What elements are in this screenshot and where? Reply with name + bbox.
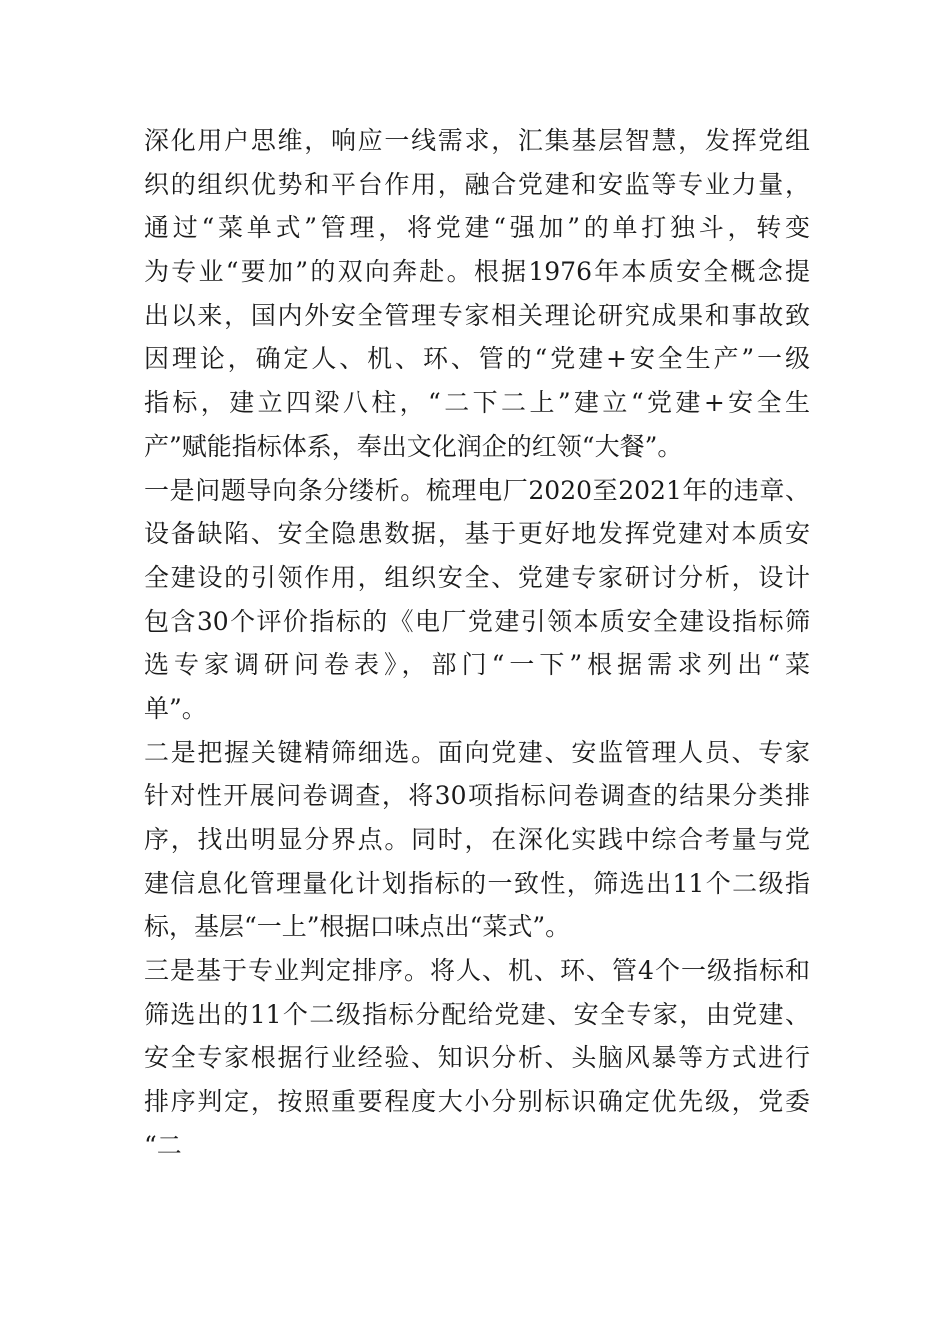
text-line: 安全专家根据行业经验、知识分析、头脑风暴等方式进行 [144, 1043, 810, 1073]
text-line: “二 [144, 1130, 182, 1160]
text-line: 织的组织优势和平台作用，融合党建和安监等专业力量， [144, 169, 810, 199]
text-line: 产”赋能指标体系，奉出文化润企的红领“大餐”。 [144, 431, 683, 461]
text-line: 序，找出明显分界点。同时，在深化实践中综合考量与党 [144, 825, 810, 854]
text-line: 建信息化管理量化计划指标的一致性，筛选出11个二级指 [144, 868, 810, 898]
text-line: 出以来，国内外安全管理专家相关理论研究成果和事故致 [144, 300, 810, 330]
text-line: 全建设的引领作用，组织安全、党建专家研讨分析，设计 [144, 562, 810, 592]
text-line: 针对性开展问卷调查，将30项指标问卷调查的结果分类排 [144, 781, 810, 811]
text-line: 指标，建立四梁八柱，“二下二上”建立“党建+安全生 [144, 388, 810, 418]
text-line: 设备缺陷、安全隐患数据，基于更好地发挥党建对本质安 [144, 519, 810, 549]
text-line: 排序判定，按照重要程度大小分别标识确定优先级，党委 [144, 1087, 810, 1117]
text-line: 包含30个评价指标的《电厂党建引领本质安全建设指标筛 [144, 606, 810, 636]
text-line: 二是把握关键精筛细选。面向党建、安监管理人员、专家 [144, 737, 810, 767]
text-line: 为专业“要加”的双向奔赴。根据1976年本质安全概念提 [144, 257, 810, 287]
body-text [144, 119, 810, 1168]
text-line: 单”。 [144, 693, 207, 723]
text-line: 筛选出的11个二级指标分配给党建、安全专家，由党建、 [144, 999, 810, 1029]
text-line: 标，基层“一上”根据口味点出“菜式”。 [144, 912, 571, 942]
text-line: 选专家调研问卷表》，部门“一下”根据需求列出“菜 [144, 650, 810, 680]
text-line: 因理论，确定人、机、环、管的“党建+安全生产”一级 [144, 344, 810, 374]
text-line: 深化用户思维，响应一线需求，汇集基层智慧，发挥党组 [144, 126, 810, 155]
text-line: 通过“菜单式”管理，将党建“强加”的单打独斗，转变 [144, 213, 810, 243]
text-line: 一是问题导向条分缕析。梳理电厂2020至2021年的违章、 [144, 475, 810, 505]
text-line: 三是基于专业判定排序。将人、机、环、管4个一级指标和 [144, 956, 810, 986]
